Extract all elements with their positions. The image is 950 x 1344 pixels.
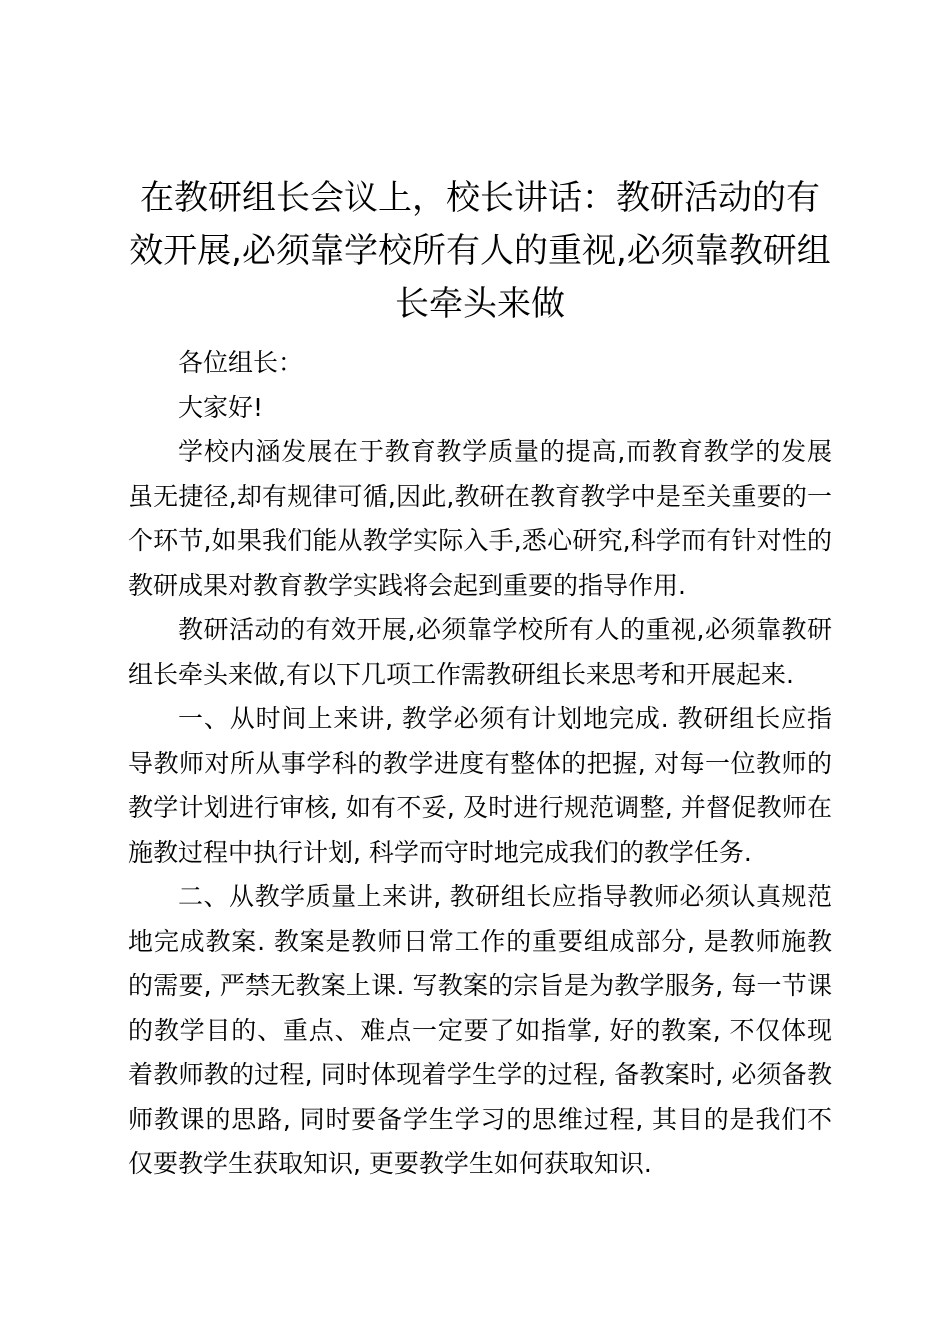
paragraph-intro: 学校内涵发展在于教育教学质量的提高,而教育教学的发展虽无捷径,却有规律可循,因此,教研在教育教学中是至关重要的一个环节,如果我们能从教学实际入手,悉心研究,科学而有针对性的教研成果对教育教学实践将会起到重要的指导作用. bbox=[128, 437, 832, 600]
greeting: 大家好! bbox=[178, 392, 264, 422]
paragraph-overview: 教研活动的有效开展,必须靠学校所有人的重视,必须靠教研组长牵头来做,有以下几项工作需教研组长来思考和开展起来. bbox=[128, 615, 832, 689]
document-title: 在教研组长会议上，校长讲话：教研活动的有效开展,必须靠学校所有人的重视,必须靠教研组长牵头来做 bbox=[129, 178, 831, 324]
salutation: 各位组长： bbox=[178, 348, 304, 377]
document-page bbox=[128, 172, 832, 1187]
document-body bbox=[128, 341, 832, 1187]
paragraph-point-two: 二、从教学质量上来讲, 教研组长应指导教师必须认真规范地完成教案. 教案是教师日常工作的重要组成部分, 是教师施教的需要, 严禁无教案上课. 写教案的宗旨是为教学服务, 每一节课的教学目的、重点、难点一定要了如指掌, 好的教案, 不仅体现着教师教的过程, 同时体现着学生学的过程, 备教案时, 必须备教师教课的思路, 同时要备学生学习的思维过程, 其目的是我们不仅要教学生获取知识, 更要教学生如何获取知识. bbox=[128, 882, 832, 1178]
paragraph-point-one: 一、从时间上来讲, 教学必须有计划地完成. 教研组长应指导教师对所从事学科的教学进度有整体的把握, 对每一位教师的教学计划进行审核, 如有不妥, 及时进行规范调整, 并督促教师在施教过程中执行计划, 科学而守时地完成我们的教学任务. bbox=[128, 704, 832, 867]
